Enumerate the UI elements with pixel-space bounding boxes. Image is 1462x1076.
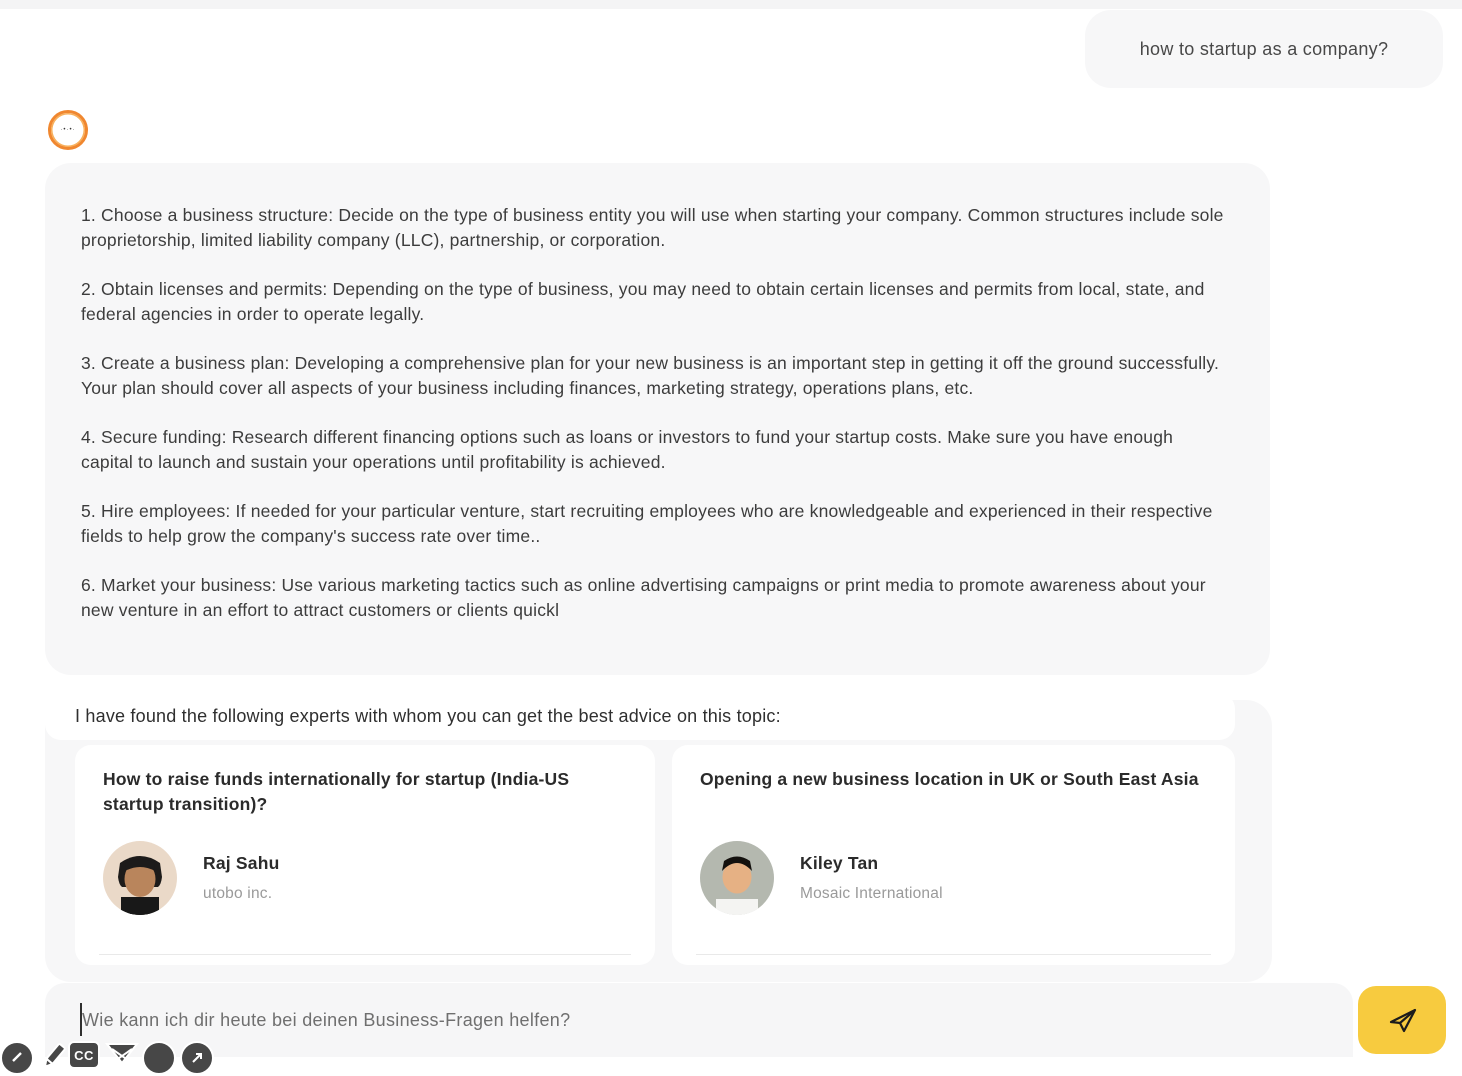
expert-photo bbox=[700, 841, 774, 915]
previous-message-edge bbox=[0, 0, 1462, 9]
experts-intro-text: I have found the following experts with whom you can get the best advice on this topic: bbox=[75, 706, 781, 726]
experts-intro-bubble bbox=[45, 693, 1235, 740]
bot-step-3: 3. Create a business plan: Developing a comprehensive plan for your new business is an important step in getting it off the ground successfully. Your plan should cover all aspects of your business including finances, marketing strategy, operations plans, etc. bbox=[81, 353, 1220, 398]
bot-step-2: 2. Obtain licenses and permits: Depending on the type of business, you may need to obtain certain licenses and permits from local, state, and federal agencies in order to operate legally. bbox=[81, 279, 1205, 324]
expert-question: Opening a new business location in UK or South East Asia bbox=[700, 769, 1199, 789]
bot-step-6: 6. Market your business: Use various marketing tactics such as online advertising campaigns or print media to promote awareness about your new venture in an effort to attract customers or clients quickl bbox=[81, 575, 1206, 620]
bot-step-5: 5. Hire employees: If needed for your particular venture, start recruiting employees who are knowledgeable and experienced in their respective fields to help grow the company's success rate over time.. bbox=[81, 501, 1213, 546]
expert-question: How to raise funds internationally for startup (India-US startup transition)? bbox=[103, 769, 570, 814]
bot-logo-marks: ·•·•· bbox=[60, 127, 76, 133]
expert-name: Raj Sahu bbox=[203, 853, 280, 873]
bot-avatar bbox=[48, 110, 88, 150]
expert-company: utobo inc. bbox=[203, 885, 273, 902]
card-divider bbox=[696, 954, 1211, 955]
cc-label: CC bbox=[74, 1047, 94, 1063]
bot-message-bubble bbox=[45, 163, 1270, 675]
expert-card-kiley-tan[interactable] bbox=[672, 745, 1235, 965]
user-message-text: how to startup as a company? bbox=[1139, 38, 1389, 59]
pencil-icon[interactable] bbox=[40, 1041, 68, 1076]
expert-card-raj-sahu[interactable] bbox=[75, 745, 655, 965]
cc-badge-icon[interactable] bbox=[68, 1041, 100, 1069]
bot-step-1: 1. Choose a business structure: Decide on the type of business entity you will use when starting your company. Common structures include sole proprietorship, limited liability company (LLC), partnership, or corporation. bbox=[81, 205, 1224, 250]
circle-chevron-icon[interactable] bbox=[0, 1041, 34, 1075]
send-button[interactable] bbox=[1358, 986, 1446, 1054]
card-divider bbox=[99, 954, 631, 955]
dot-circle-icon[interactable] bbox=[142, 1041, 176, 1075]
bot-step-4: 4. Secure funding: Research different financing options such as loans or investors to fund your startup costs. Make sure you have enough capital to launch and sustain your operations until profitability is achieved. bbox=[81, 427, 1174, 472]
message-input[interactable] bbox=[82, 983, 1282, 1057]
composer-bar bbox=[45, 983, 1353, 1057]
user-message-bubble bbox=[1085, 10, 1443, 88]
expert-company: Mosaic International bbox=[800, 885, 943, 902]
expert-photo bbox=[103, 841, 177, 915]
paper-plane-icon bbox=[1385, 1004, 1419, 1036]
circle-arrow-icon[interactable] bbox=[180, 1041, 214, 1075]
send-cut-icon[interactable] bbox=[104, 1041, 140, 1076]
expert-name: Kiley Tan bbox=[800, 853, 879, 873]
